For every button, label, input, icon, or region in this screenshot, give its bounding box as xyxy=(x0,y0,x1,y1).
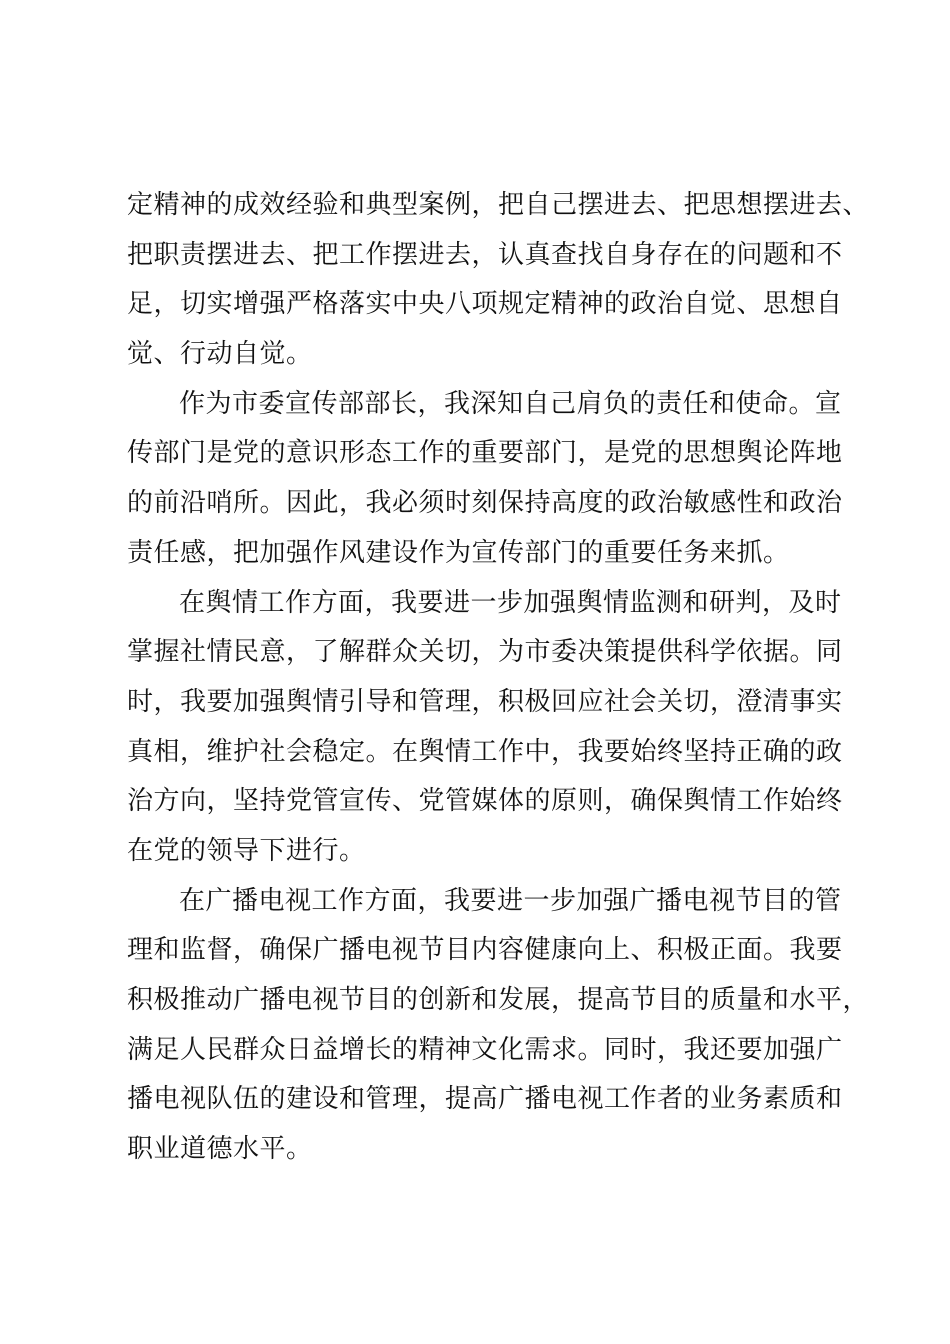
text-line: 责任感，把加强作风建设作为宣传部门的重要任务来抓。 xyxy=(127,537,790,568)
text-line: 掌握社情民意，了解群众关切，为市委决策提供科学依据。同 xyxy=(127,637,843,668)
paragraph-first-line: 在广播电视工作方面，我要进一步加强广播电视节目的管 xyxy=(179,885,842,916)
text-line: 定精神的成效经验和典型案例，把自己摆进去、把思想摆进去、 xyxy=(127,190,870,220)
text-line: 觉、行动自觉。 xyxy=(127,339,313,370)
text-line: 的前沿哨所。因此，我必须时刻保持高度的政治敏感性和政治 xyxy=(127,488,843,519)
text-line: 满足人民群众日益增长的精神文化需求。同时，我还要加强广 xyxy=(127,1034,843,1065)
paragraph-first-line: 作为市委宣传部部长，我深知自己肩负的责任和使命。宣 xyxy=(179,388,842,419)
text-line: 传部门是党的意识形态工作的重要部门，是党的思想舆论阵地 xyxy=(127,438,843,469)
text-line: 把职责摆进去、把工作摆进去，认真查找自身存在的问题和不 xyxy=(127,239,843,270)
text-line: 理和监督，确保广播电视节目内容健康向上、积极正面。我要 xyxy=(127,935,843,966)
text-line: 足，切实增强严格落实中央八项规定精神的政治自觉、思想自 xyxy=(127,289,843,320)
text-line: 播电视队伍的建设和管理，提高广播电视工作者的业务素质和 xyxy=(127,1084,843,1115)
text-line: 积极推动广播电视节目的创新和发展，提高节目的质量和水平， xyxy=(127,985,870,1015)
text-line: 时，我要加强舆情引导和管理，积极回应社会关切，澄清事实 xyxy=(127,686,843,717)
paragraph-first-line: 在舆情工作方面，我要进一步加强舆情监测和研判，及时 xyxy=(179,587,842,618)
text-line: 真相，维护社会稳定。在舆情工作中，我要始终坚持正确的政 xyxy=(127,736,843,767)
text-line: 治方向，坚持党管宣传、党管媒体的原则，确保舆情工作始终 xyxy=(127,786,843,817)
text-line: 在党的领导下进行。 xyxy=(127,835,366,866)
text-line: 职业道德水平。 xyxy=(127,1134,313,1165)
document-body xyxy=(127,181,870,1175)
